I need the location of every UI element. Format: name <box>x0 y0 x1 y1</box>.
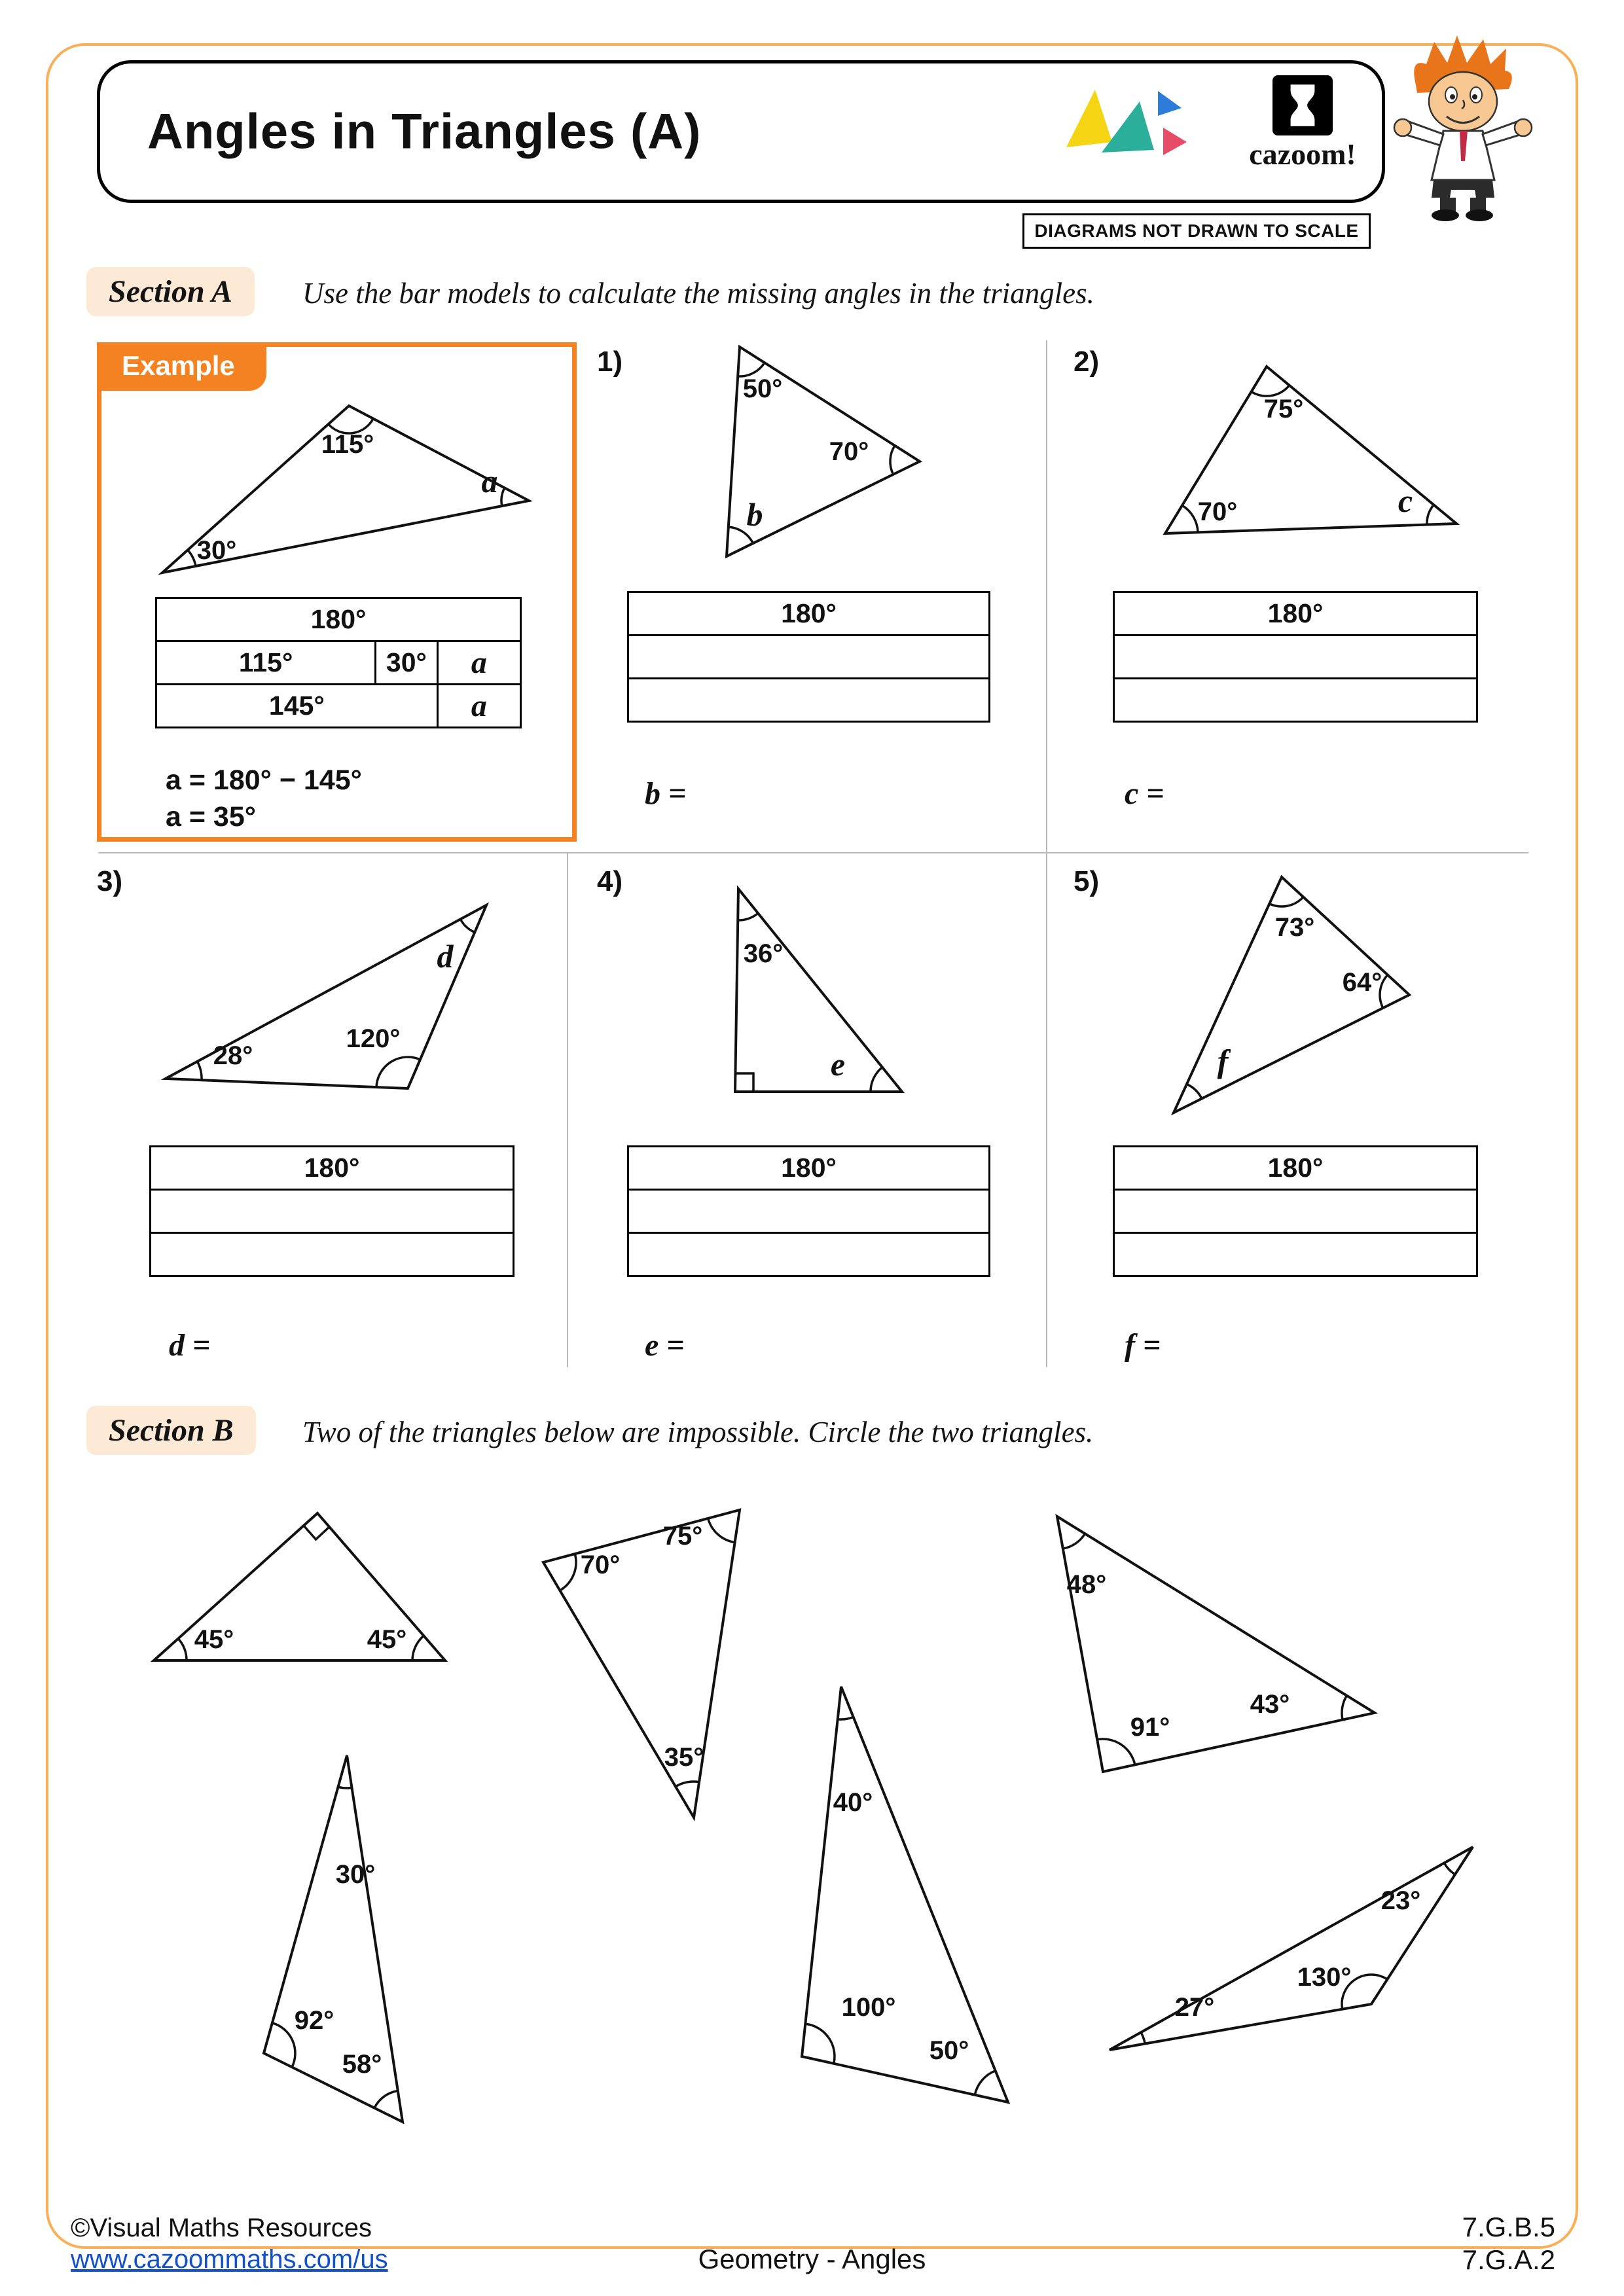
angle-label: 50° <box>929 2036 969 2065</box>
angle-label: 64° <box>1342 968 1382 997</box>
triangle-2 <box>543 1510 740 1818</box>
example-bar-model <box>155 597 522 728</box>
angle-label: 23° <box>1380 1886 1421 1915</box>
example-tab: Example <box>97 342 266 391</box>
footer-standard-1: 7.G.B.5 <box>1462 2212 1555 2242</box>
angle-label: c <box>1398 482 1413 519</box>
bar-cell: 115° <box>157 642 376 685</box>
bar-total-cell: 180° <box>1115 593 1478 636</box>
angle-label: 43° <box>1250 1690 1290 1719</box>
angle-label: 28° <box>213 1041 253 1070</box>
bar-total-cell: 180° <box>629 1147 990 1191</box>
section-b-label: Section B <box>86 1406 256 1455</box>
angle-label: 73° <box>1274 913 1315 942</box>
problem-4-triangle <box>614 876 981 1111</box>
section-b-canvas <box>62 1480 1561 2214</box>
angle-label: 75° <box>1263 395 1304 423</box>
bar-total-cell: 180° <box>151 1147 514 1191</box>
problem-number: 4) <box>597 865 623 897</box>
angle-label: 75° <box>662 1522 703 1551</box>
problem-1-triangle <box>612 337 992 566</box>
row-divider <box>98 852 1528 853</box>
footer-standard-2: 7.G.A.2 <box>1462 2244 1555 2275</box>
bar-cell: a <box>439 642 522 685</box>
angle-label: 70° <box>580 1551 621 1579</box>
angle-label: 92° <box>294 2006 334 2035</box>
problem-3-triangle <box>117 876 575 1111</box>
header-box <box>97 60 1385 203</box>
answer-label: d = <box>169 1328 211 1363</box>
bar-empty-cell <box>629 1191 990 1234</box>
angle-arc <box>338 1787 352 1788</box>
bar-cell: 145° <box>157 685 439 728</box>
page-title: Angles in Triangles (A) <box>147 103 702 160</box>
example-box <box>97 342 577 842</box>
example-triangle <box>107 380 571 583</box>
angle-label: e <box>830 1046 846 1083</box>
angle-label: 91° <box>1130 1713 1170 1742</box>
answer-label: e = <box>645 1328 685 1363</box>
problem-1-bar-model <box>627 591 990 723</box>
bar-total-cell: 180° <box>157 599 522 642</box>
angle-label: a <box>481 463 498 499</box>
mascot-illustration <box>1378 33 1548 223</box>
answer-label: f = <box>1125 1328 1161 1363</box>
logo-triangles-icon <box>1061 82 1199 180</box>
section-a-instruction: Use the bar models to calculate the missing angles in the triangles. <box>302 277 1094 310</box>
angle-label: 36° <box>743 939 784 968</box>
problem-number: 2) <box>1074 346 1100 378</box>
angle-label: 45° <box>367 1625 407 1654</box>
example-working-line-2: a = 35° <box>166 801 256 833</box>
cazoom-logo-icon <box>1272 75 1333 135</box>
answer-label: c = <box>1125 776 1164 811</box>
angle-label: f <box>1217 1043 1229 1079</box>
angle-label: 70° <box>1197 497 1238 526</box>
angle-label: 100° <box>841 1993 896 2022</box>
footer-center-text: Geometry - Angles <box>698 2244 926 2274</box>
triangle-6 <box>1110 1847 1473 2050</box>
triangle-5 <box>802 1687 1008 2102</box>
angle-label: 40° <box>833 1788 873 1817</box>
problem-number: 5) <box>1074 865 1100 897</box>
angle-label: 27° <box>1174 1993 1215 2022</box>
angle-label: 70° <box>829 437 869 466</box>
bar-empty-cell <box>1115 1234 1478 1277</box>
angle-label: 35° <box>664 1743 704 1772</box>
bar-cell: a <box>439 685 522 728</box>
problem-2-triangle <box>1103 340 1496 556</box>
angle-label: 30° <box>335 1860 376 1889</box>
angle-label: 48° <box>1066 1570 1107 1599</box>
cazoom-logo <box>1227 75 1378 171</box>
angle-label: b <box>746 496 763 533</box>
triangle-3 <box>1057 1516 1375 1772</box>
bar-empty-cell <box>629 679 990 723</box>
section-a-label: Section A <box>86 267 255 316</box>
bar-empty-cell <box>1115 636 1478 679</box>
example-working-line-1: a = 180° − 145° <box>166 764 362 796</box>
angle-label: 45° <box>194 1625 234 1654</box>
problem-5-triangle <box>1102 870 1507 1145</box>
angle-label: 50° <box>742 374 783 403</box>
bar-empty-cell <box>1115 679 1478 723</box>
triangle-4 <box>264 1755 403 2122</box>
footer-standards <box>1462 2211 1555 2276</box>
bar-empty-cell <box>151 1234 514 1277</box>
bar-total-cell: 180° <box>629 593 990 636</box>
problem-3-bar-model <box>149 1145 514 1277</box>
answer-label: b = <box>645 776 687 811</box>
angle-label: 130° <box>1297 1963 1352 1992</box>
angle-label: 58° <box>342 2050 382 2079</box>
section-b-instruction: Two of the triangles below are impossible. Circle the two triangles. <box>302 1416 1094 1448</box>
problem-2-bar-model <box>1113 591 1478 723</box>
column-divider <box>1046 340 1047 852</box>
problem-number: 3) <box>97 865 123 897</box>
cazoom-wordmark: cazoom! <box>1249 137 1356 171</box>
problem-5-bar-model <box>1113 1145 1478 1277</box>
bar-empty-cell <box>629 636 990 679</box>
bar-total-cell: 180° <box>1115 1147 1478 1191</box>
bar-cell: 30° <box>376 642 439 685</box>
bar-empty-cell <box>629 1234 990 1277</box>
footer-copyright: ©Visual Maths Resources <box>71 2214 372 2242</box>
bar-empty-cell <box>151 1191 514 1234</box>
problem-4-bar-model <box>627 1145 990 1277</box>
angle-label: 120° <box>346 1024 401 1053</box>
angle-label: d <box>437 938 454 975</box>
scale-note-badge: DIAGRAMS NOT DRAWN TO SCALE <box>1022 213 1371 249</box>
angle-label: 30° <box>196 536 237 565</box>
column-divider <box>1046 853 1047 1367</box>
problem-number: 1) <box>597 346 623 378</box>
angle-label: 115° <box>321 430 374 459</box>
footer-url-link[interactable]: www.cazoommaths.com/us <box>71 2245 388 2274</box>
triangle-1 <box>154 1513 445 1660</box>
bar-empty-cell <box>1115 1191 1478 1234</box>
